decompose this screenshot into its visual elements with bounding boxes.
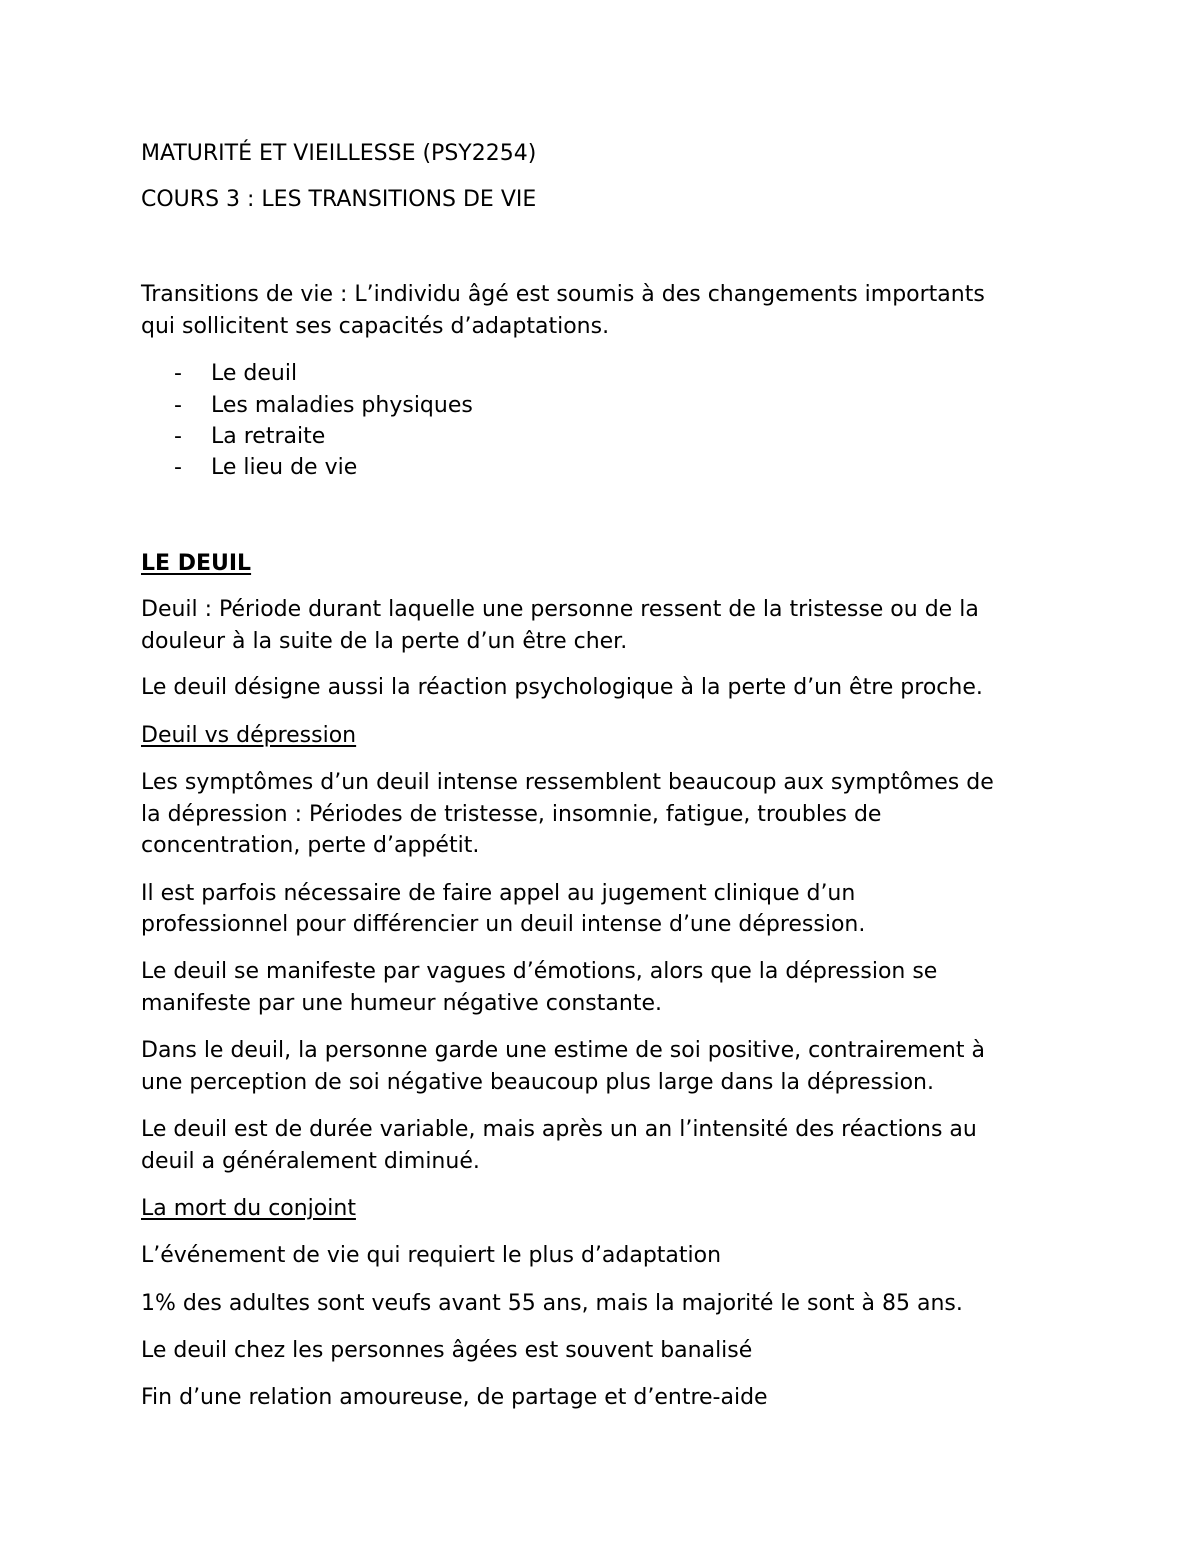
bullet-marker: - <box>174 361 182 386</box>
bullet-marker: - <box>174 393 182 418</box>
paragraph-line: la dépression : Périodes de tristesse, insomnie, fatigue, troubles de <box>141 802 882 827</box>
list-item-text: Le lieu de vie <box>211 455 358 480</box>
list-item <box>141 421 741 452</box>
paragraph-line: Fin d’une relation amoureuse, de partage et d’entre-aide <box>141 1385 768 1410</box>
paragraph-line: Deuil : Période durant laquelle une personne ressent de la tristesse ou de la <box>141 597 979 622</box>
paragraph-line: concentration, perte d’appétit. <box>141 833 480 858</box>
paragraph-line: une perception de soi négative beaucoup plus large dans la dépression. <box>141 1070 934 1095</box>
paragraph-line: professionnel pour différencier un deuil intense d’une dépression. <box>141 912 866 937</box>
paragraph-line: Le deuil se manifeste par vagues d’émotions, alors que la dépression se <box>141 959 938 984</box>
paragraph-line: 1% des adultes sont veufs avant 55 ans, mais la majorité le sont à 85 ans. <box>141 1291 963 1316</box>
paragraph-line: Il est parfois nécessaire de faire appel au jugement clinique d’un <box>141 881 856 906</box>
paragraph-line: Le deuil désigne aussi la réaction psychologique à la perte d’un être proche. <box>141 675 983 700</box>
subheading: La mort du conjoint <box>141 1196 356 1221</box>
bullet-marker: - <box>174 455 182 480</box>
paragraph-line: douleur à la suite de la perte d’un être cher. <box>141 629 628 654</box>
paragraph-line: Dans le deuil, la personne garde une estime de soi positive, contrairement à <box>141 1038 985 1063</box>
list-item-text: La retraite <box>211 424 326 449</box>
paragraph-line: Les symptômes d’un deuil intense ressemblent beaucoup aux symptômes de <box>141 770 994 795</box>
course-title: MATURITÉ ET VIEILLESSE (PSY2254) <box>141 141 537 166</box>
subheading: Deuil vs dépression <box>141 723 357 748</box>
list-item <box>141 358 741 389</box>
list-item-text: Le deuil <box>211 361 298 386</box>
section-heading: LE DEUIL <box>141 551 252 576</box>
paragraph-line: deuil a généralement diminué. <box>141 1149 480 1174</box>
lecture-title: COURS 3 : LES TRANSITIONS DE VIE <box>141 187 537 212</box>
paragraph-line: Le deuil est de durée variable, mais après un an l’intensité des réactions au <box>141 1117 977 1142</box>
intro-text-line: Transitions de vie : L’individu âgé est soumis à des changements importants <box>141 282 985 307</box>
paragraph-line: L’événement de vie qui requiert le plus d’adaptation <box>141 1243 722 1268</box>
paragraph-line: manifeste par une humeur négative constante. <box>141 991 662 1016</box>
list-item <box>141 452 741 483</box>
bullet-marker: - <box>174 424 182 449</box>
list-item-text: Les maladies physiques <box>211 393 473 418</box>
paragraph-line: Le deuil chez les personnes âgées est souvent banalisé <box>141 1338 753 1363</box>
intro-text-line: qui sollicitent ses capacités d’adaptations. <box>141 314 610 339</box>
list-item <box>141 390 741 421</box>
